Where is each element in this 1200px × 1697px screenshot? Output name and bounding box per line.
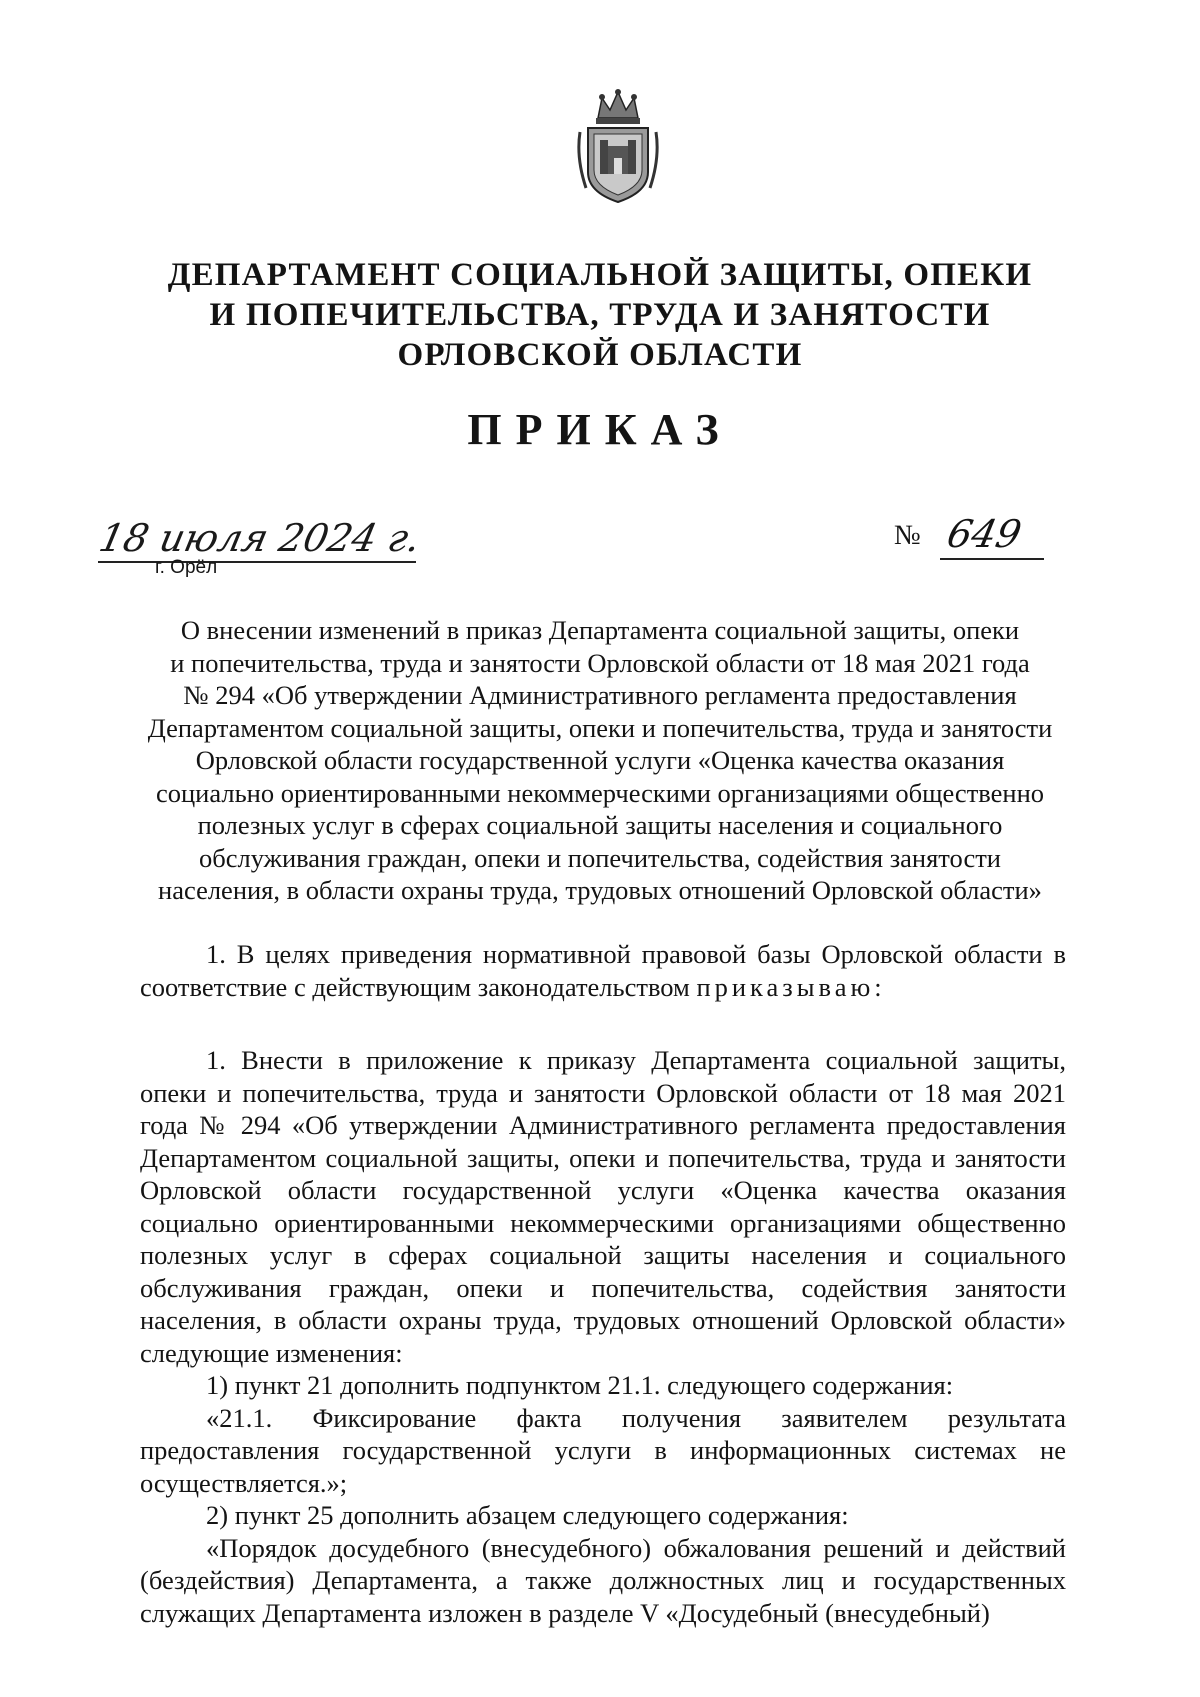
header-line-1: ДЕПАРТАМЕНТ СОЦИАЛЬНОЙ ЗАЩИТЫ, ОПЕКИ (167, 257, 1033, 293)
department-header (120, 255, 1080, 375)
body-paragraph: «Порядок досудебного (внесудебного) обжалования решений и действий (бездействия) Департамента, а также должностных лиц и государственных служащих Департамента изложен в разделе V «Досудебный (внесудебный) (140, 1532, 1066, 1628)
subject-line: социально ориентированными некоммерческими организациями общественно (155, 777, 1045, 808)
body-paragraph: 2) пункт 25 дополнить абзацем следующего содержания: (206, 1500, 849, 1530)
body-paragraph: 1) пункт 21 дополнить подпунктом 21.1. следующего содержания: (206, 1370, 954, 1400)
coat-of-arms-emblem (576, 88, 660, 206)
handwritten-date: 18 июля 2024 г. (95, 516, 425, 560)
city-label: г. Орёл (155, 557, 218, 578)
subject-line: № 294 «Об утверждении Административного регламента предоставления (183, 680, 1017, 710)
subject-line: обслуживания граждан, опеки и попечительства, содействия занятости (199, 842, 1001, 873)
subject-line: полезных услуг в сферах социальной защиты населения и социального (197, 810, 1003, 840)
subject-line: Орловской области государственной услуги «Оценка качества оказания (195, 745, 1005, 775)
document-type-title: ПРИКАЗ (467, 405, 733, 454)
header-line-3: ОРЛОВСКОЙ ОБЛАСТИ (397, 337, 803, 373)
number-label: № (894, 520, 921, 551)
body-paragraph: «21.1. Фиксирование факта получения заявителем результата предоставления государственной услуги в информационных системах не осуществляется.»; (140, 1402, 1066, 1498)
number-underline (940, 558, 1044, 560)
order-verb: приказываю: (696, 971, 886, 1002)
order-body (140, 1044, 1066, 1629)
subject-line: Департаментом социальной защиты, опеки и попечительства, труда и занятости (147, 712, 1053, 743)
subject-line: О внесении изменений в приказ Департамента социальной защиты, опеки (180, 615, 1020, 645)
subject-line: и попечительства, труда и занятости Орловской области от 18 мая 2021 года (170, 647, 1030, 678)
preamble-text: 1. В целях приведения нормативной правовой базы Орловской области в соответствие с действующим законодательством (140, 939, 1066, 1002)
handwritten-number: 649 (943, 512, 1026, 556)
body-paragraph: 1. Внести в приложение к приказу Департамента социальной защиты, опеки и попечительства, труда и занятости Орловской области от 18 мая 2021 года № 294 «Об утверждении Административного регламента предоставления Департаментом социальной защиты, опеки и попечительства, труда и занятости Орловской области государственной услуги «Оценка качества оказания социально ориентированными некоммерческими организациями общественно полезных услуг в сферах социальной защиты населения и социального обслуживания граждан, опеки и попечительства, содействия занятости населения, в области охраны труда, трудовых отношений Орловской области» следующие изменения: (140, 1045, 1066, 1368)
preamble-paragraph (140, 938, 1066, 1003)
order-subject (140, 614, 1060, 907)
date-underline (98, 561, 416, 563)
subject-line: населения, в области охраны труда, трудовых отношений Орловской области» (158, 875, 1042, 905)
header-line-2: И ПОПЕЧИТЕЛЬСТВА, ТРУДА И ЗАНЯТОСТИ (209, 297, 991, 333)
